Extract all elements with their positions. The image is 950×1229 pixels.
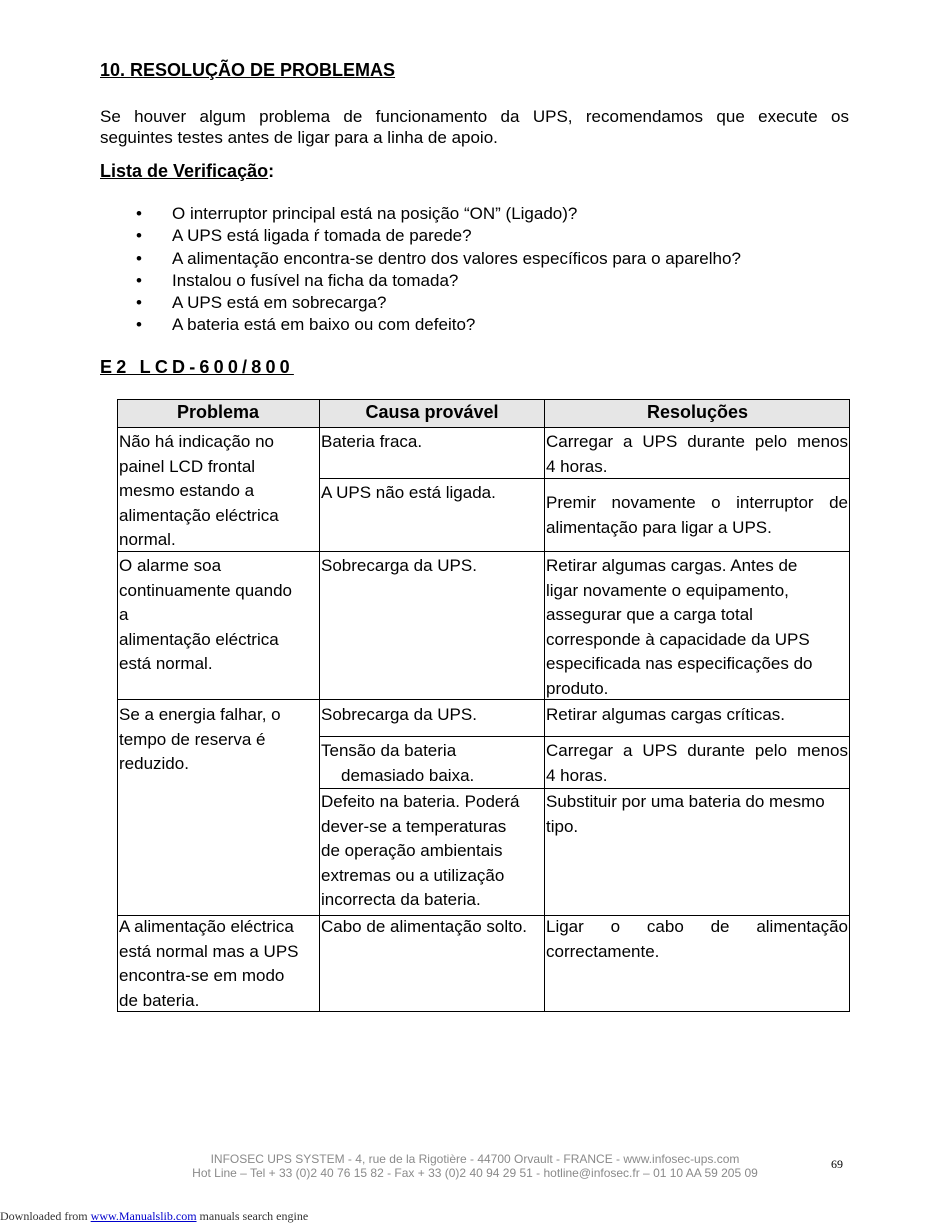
- problem-cell: A alimentação eléctrica está normal mas a UPS encontra-se em modo de bateria.: [119, 917, 299, 1010]
- checklist-item-text: A alimentação encontra-se dentro dos valores específicos para o aparelho?: [172, 248, 741, 268]
- table-border-right: [849, 399, 850, 1012]
- resolution-cell: Carregar a UPS durante pelo menos 4 horas.: [546, 432, 848, 476]
- subrow-divider: [319, 736, 850, 737]
- problem-cell: O alarme soa continuamente quando a alimentação eléctrica está normal.: [119, 556, 292, 673]
- cause-cell: A UPS não está ligada.: [321, 483, 496, 502]
- cause-cell: Sobrecarga da UPS.: [321, 556, 477, 575]
- resolution-cell: Retirar algumas cargas. Antes de ligar novamente o equipamento, assegurar que a carga total corresponde à capacidade da UPS especificada nas especificações do produto.: [546, 556, 813, 698]
- intro-line-2: seguintes testes antes de ligar para a linha de apoio.: [100, 128, 498, 147]
- page-footer: [0, 1152, 950, 1180]
- column-divider-2: [544, 399, 545, 1012]
- header-problema: Problema: [176, 402, 260, 422]
- checklist: [100, 203, 741, 337]
- intro-paragraph: [100, 106, 849, 148]
- download-suffix: manuals search engine: [196, 1209, 309, 1223]
- resolution-cell: Carregar a UPS durante pelo menos 4 horas.: [546, 741, 848, 785]
- problem-cell: Se a energia falhar, o tempo de reserva é reduzido.: [119, 705, 281, 773]
- checklist-title: [100, 161, 274, 182]
- bullet-icon: •: [136, 315, 142, 335]
- resolution-cell: Retirar algumas cargas críticas.: [546, 705, 786, 724]
- download-prefix: Downloaded from: [0, 1209, 91, 1223]
- page-number: 69: [831, 1157, 843, 1171]
- bullet-icon: •: [136, 293, 142, 313]
- checklist-item-text: A UPS está ligada ŕ tomada de parede?: [172, 226, 472, 246]
- subrow-divider: [319, 788, 850, 789]
- footer-hotline: Hot Line – Tel + 33 (0)2 40 76 15 82 - Fax + 33 (0)2 40 94 29 51 - hotline@infosec.fr – 01 10 AA 59 205 09: [192, 1166, 758, 1180]
- table-border-top: [117, 399, 850, 400]
- checklist-item: [100, 225, 741, 247]
- checklist-item-text: Instalou o fusível na ficha da tomada?: [172, 270, 459, 290]
- checklist-item-text: O interruptor principal está na posição “ON” (Ligado)?: [172, 204, 578, 223]
- cause-cell: Defeito na bateria. Poderá dever-se a temperaturas de operação ambientais extremas ou a utilização incorrecta da bateria.: [321, 792, 520, 909]
- manualslib-link[interactable]: www.Manualslib.com: [90, 1209, 197, 1223]
- checklist-title-colon: :: [268, 161, 275, 181]
- intro-line-1: Se houver algum problema de funcionamento da UPS, recomendamos que execute os: [100, 107, 849, 126]
- checklist-item: [100, 248, 741, 270]
- problem-cell: Não há indicação no painel LCD frontal mesmo estando a alimentação eléctrica normal.: [119, 432, 279, 549]
- resolution-cell: Ligar o cabo de alimentação correctamente.: [546, 917, 848, 961]
- troubleshooting-table: [117, 399, 850, 1012]
- resolution-cell: Substituir por uma bateria do mesmo tipo.: [546, 792, 825, 836]
- checklist-item: [100, 292, 741, 314]
- column-divider-1: [319, 399, 320, 1012]
- model-title: E2 LCD-600/800: [100, 357, 294, 377]
- section-title: 10. RESOLUÇÃO DE PROBLEMAS: [100, 60, 396, 80]
- resolution-cell: Premir novamente o interruptor de alimentação para ligar a UPS.: [546, 493, 848, 537]
- checklist-item: [100, 203, 741, 225]
- row-divider: [117, 427, 850, 428]
- cause-cell: Bateria fraca.: [321, 432, 423, 451]
- checklist-title-text: Lista de Verificação: [100, 161, 269, 181]
- header-resolucoes: Resoluções: [646, 402, 749, 422]
- checklist-item: [100, 314, 741, 336]
- footer-address: INFOSEC UPS SYSTEM - 4, rue de la Rigotière - 44700 Orvault - FRANCE - www.infosec-ups.com: [210, 1152, 740, 1166]
- checklist-item-text: A UPS está em sobrecarga?: [172, 293, 387, 313]
- bullet-icon: •: [136, 270, 142, 290]
- bullet-icon: •: [136, 226, 142, 246]
- download-note: [0, 1209, 308, 1224]
- checklist-item: [100, 270, 741, 292]
- checklist-item-text: A bateria está em baixo ou com defeito?: [172, 315, 476, 335]
- cause-cell: Cabo de alimentação solto.: [321, 917, 528, 936]
- table-border-left: [117, 399, 118, 1012]
- cause-cell: Tensão da bateria demasiado baixa.: [321, 741, 475, 785]
- bullet-icon: •: [136, 248, 142, 268]
- header-causa: Causa provável: [365, 402, 499, 422]
- cause-cell: Sobrecarga da UPS.: [321, 705, 477, 724]
- bullet-icon: •: [136, 204, 142, 223]
